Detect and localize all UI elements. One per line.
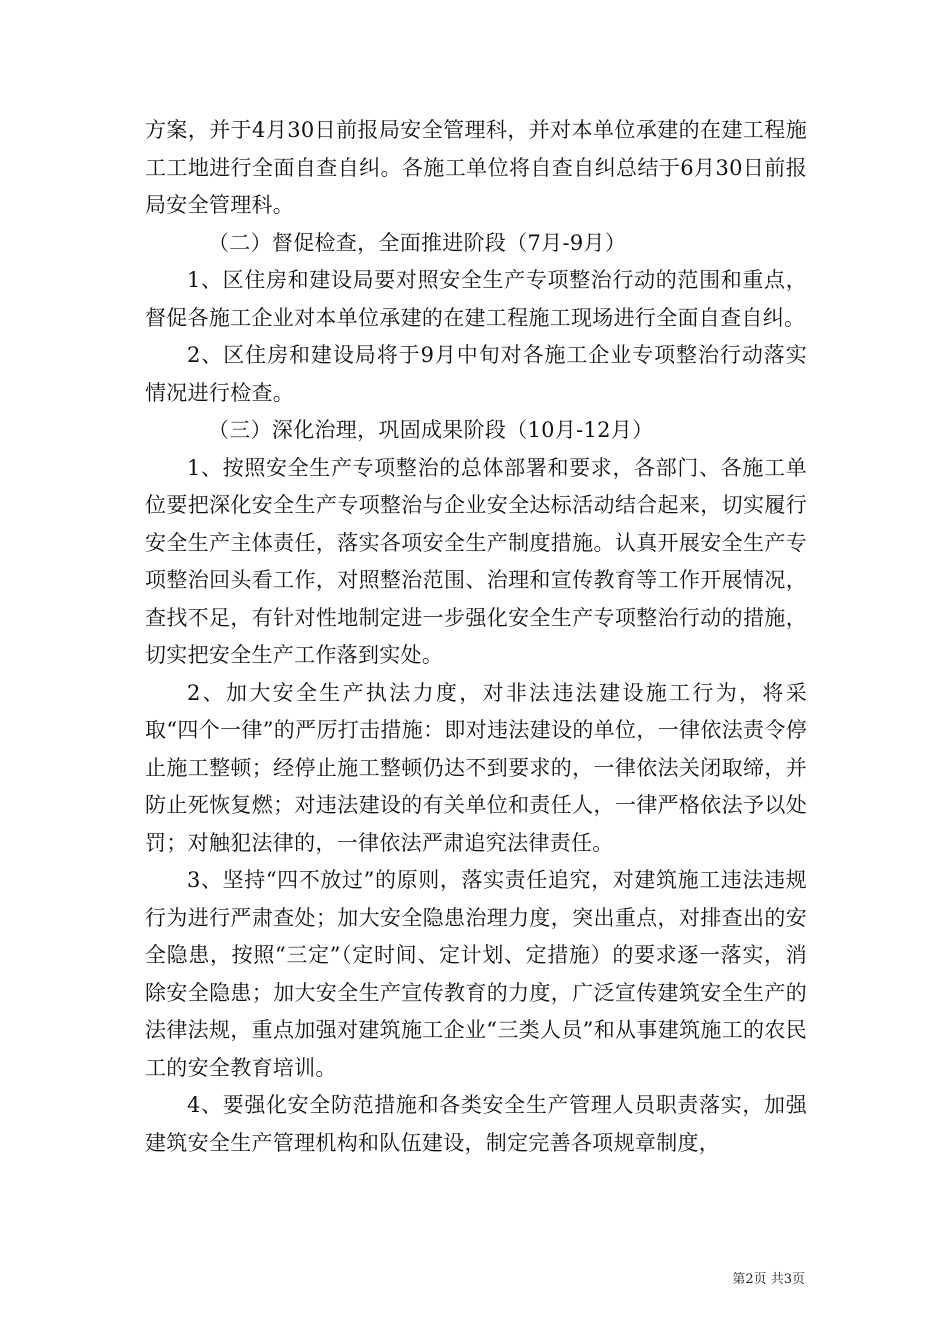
paragraph-continued: 方案，并于4月30日前报局安全管理科，并对本单位承建的在建工程施工工地进行全面自查自纠。各施工单位将自查自纠总结于6月30日前报局安全管理科。 xyxy=(145,118,807,217)
paragraph-3-1: 1、按照安全生产专项整治的总体部署和要求，各部门、各施工单位要把深化安全生产专项整治与企业安全达标活动结合起来，切实履行安全生产主体责任，落实各项安全生产制度措施。认真开展安全生产专项整治回头看工作，对照整治范围、治理和宣传教育等工作开展情况，查找不足，有针对性地制定进一步强化安全生产专项整治行动的措施，切实把安全生产工作落到实处。 xyxy=(145,455,807,667)
paragraph-2-1: 1、区住房和建设局要对照安全生产专项整治行动的范围和重点，督促各施工企业对本单位承建的在建工程施工现场进行全面自查自纠。 xyxy=(145,268,807,330)
page-number: 第2页 共3页 xyxy=(732,1272,805,1287)
paragraph-3-4: 4、要强化安全防范措施和各类安全生产管理人员职责落实，加强建筑安全生产管理机构和队伍建设，制定完善各项规章制度， xyxy=(145,1093,807,1155)
paragraph-2-2: 2、区住房和建设局将于9月中旬对各施工企业专项整治行动落实情况进行检查。 xyxy=(145,343,807,405)
section-heading-3: （三）深化治理，巩固成果阶段（10月-12月） xyxy=(208,418,654,442)
document-body xyxy=(145,112,807,1162)
paragraph-3-3: 3、坚持“四不放过”的原则，落实责任追究，对建筑施工违法违规行为进行严肃查处；加大安全隐患治理力度，突出重点，对排查出的安全隐患，按照“三定”（定时间、定计划、定措施）的要求逐一落实，消除安全隐患；加大安全生产宣传教育的力度，广泛宣传建筑安全生产的法律法规，重点加强对建筑施工企业“三类人员”和从事建筑施工的农民工的安全教育培训。 xyxy=(145,868,807,1080)
paragraph-3-2: 2、加大安全生产执法力度，对非法违法建设施工行为，将采取“四个一律”的严厉打击措施：即对违法建设的单位，一律依法责令停止施工整顿；经停止施工整顿仍达不到要求的，一律依法关闭取缔，并防止死恢复燃；对违法建设的有关单位和责任人，一律严格依法予以处罚；对触犯法律的，一律依法严肃追究法律责任。 xyxy=(145,680,807,855)
section-heading-2: （二）督促检查，全面推进阶段（7月-9月） xyxy=(208,230,627,255)
